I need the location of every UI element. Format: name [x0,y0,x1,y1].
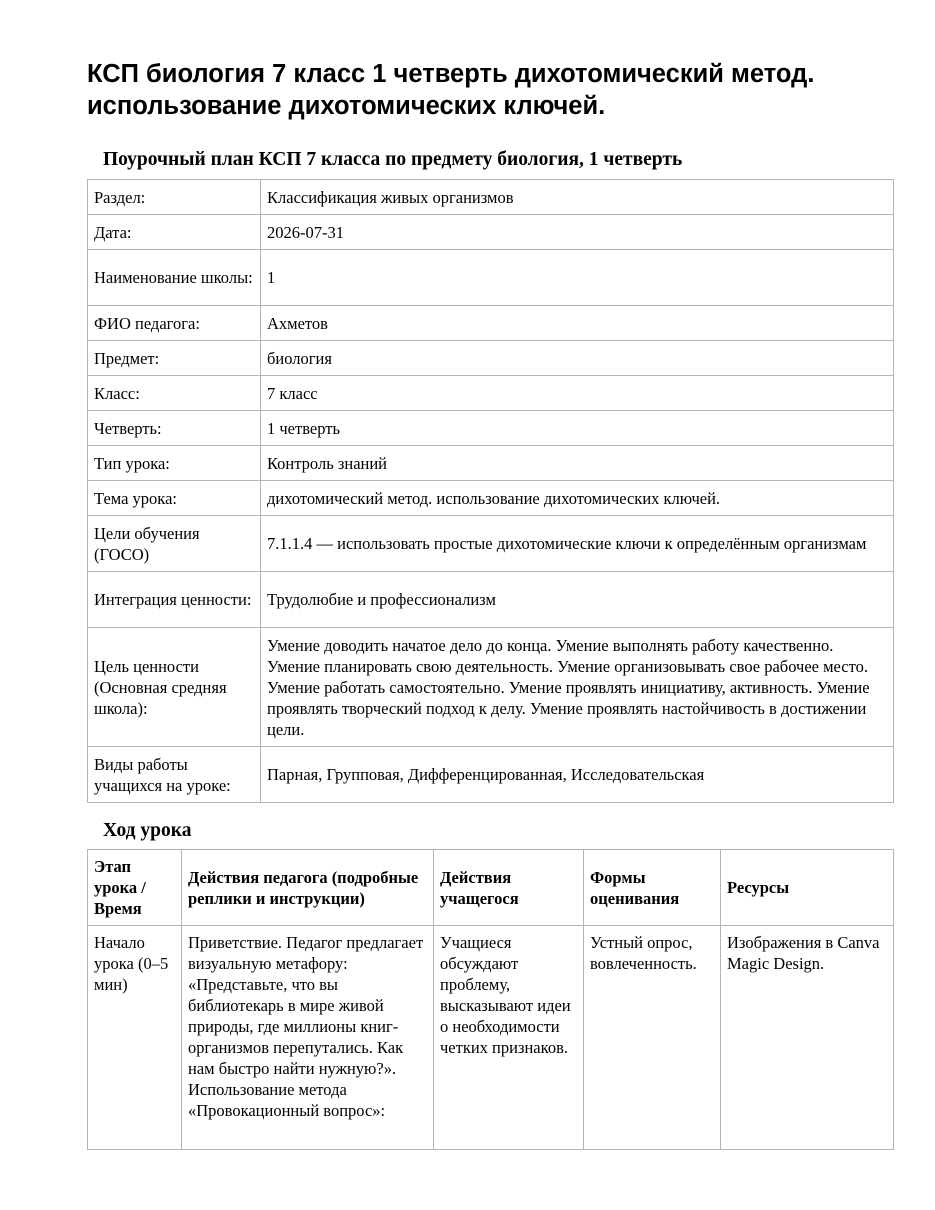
info-label: Цель ценности (Основная средняя школа): [88,628,261,747]
stage-cell: Начало урока (0–5 мин) [88,926,182,1150]
info-value: Парная, Групповая, Дифференцированная, Исследовательская [261,747,894,803]
resources-cell: Изображения в Canva Magic Design. [721,926,894,1150]
info-label: Цели обучения (ГОСО) [88,516,261,572]
info-row-subject [88,341,894,376]
info-value: Умение доводить начатое дело до конца. Умение выполнять работу качественно. Умение планировать свою деятельность. Умение организовывать свое рабочее место. Умение работать самостоятельно. Умение проявлять инициативу, активность. Умение проявлять творческий подход к делу. Умение проявлять настойчивость в достижении цели. [261,628,894,747]
lesson-header-row [88,850,894,926]
table-row [88,926,894,1150]
column-header-teacher-actions: Действия педагога (подробные реплики и инструкции) [182,850,434,926]
info-row-topic [88,481,894,516]
plan-heading: Поурочный план КСП 7 класса по предмету биология, 1 четверть [103,149,683,170]
info-row-teacher [88,306,894,341]
info-label: Наименование школы: [88,250,261,306]
column-header-student-actions: Действия учащегося [434,850,584,926]
lesson-progress-heading: Ход урока [103,820,192,841]
info-label: Дата: [88,215,261,250]
info-value: 1 четверть [261,411,894,446]
info-label: Предмет: [88,341,261,376]
info-label: ФИО педагога: [88,306,261,341]
info-row-date [88,215,894,250]
info-value: 2026-07-31 [261,215,894,250]
info-value: Контроль знаний [261,446,894,481]
info-label: Четверть: [88,411,261,446]
info-row-grade [88,376,894,411]
info-value: дихотомический метод. использование дихотомических ключей. [261,481,894,516]
info-value: Трудолюбие и профессионализм [261,572,894,628]
column-header-stage: Этап урока / Время [88,850,182,926]
teacher-actions-cell: Приветствие. Педагог предлагает визуальную метафору: «Представьте, что вы библиотекарь в мире живой природы, где миллионы книг-организмов перепутались. Как нам быстро найти нужную?». Использование метода «Провокационный вопрос»: [182,926,434,1150]
column-header-assessment: Формы оценивания [584,850,721,926]
assessment-cell: Устный опрос, вовлеченность. [584,926,721,1150]
info-row-work-types [88,747,894,803]
info-value: Классификация живых организмов [261,180,894,215]
info-value: 7 класс [261,376,894,411]
info-value: биология [261,341,894,376]
info-value: Ахметов [261,306,894,341]
info-row-value-goal [88,628,894,747]
info-value: 1 [261,250,894,306]
info-label: Тема урока: [88,481,261,516]
lesson-info-table [87,179,894,803]
column-header-resources: Ресурсы [721,850,894,926]
info-row-quarter [88,411,894,446]
info-value: 7.1.1.4 — использовать простые дихотомические ключи к определённым организмам [261,516,894,572]
info-row-learning-goals [88,516,894,572]
lesson-progress-table [87,849,894,1150]
info-label: Класс: [88,376,261,411]
info-row-section [88,180,894,215]
info-label: Виды работы учащихся на уроке: [88,747,261,803]
info-label: Интеграция ценности: [88,572,261,628]
info-row-school [88,250,894,306]
student-actions-cell: Учащиеся обсуждают проблему, высказывают идеи о необходимости четких признаков. [434,926,584,1150]
document-title: КСП биология 7 класс 1 четверть дихотомический метод. использование дихотомических ключей. [87,60,815,120]
info-label: Раздел: [88,180,261,215]
info-label: Тип урока: [88,446,261,481]
info-row-values-integration [88,572,894,628]
info-row-lesson-type [88,446,894,481]
